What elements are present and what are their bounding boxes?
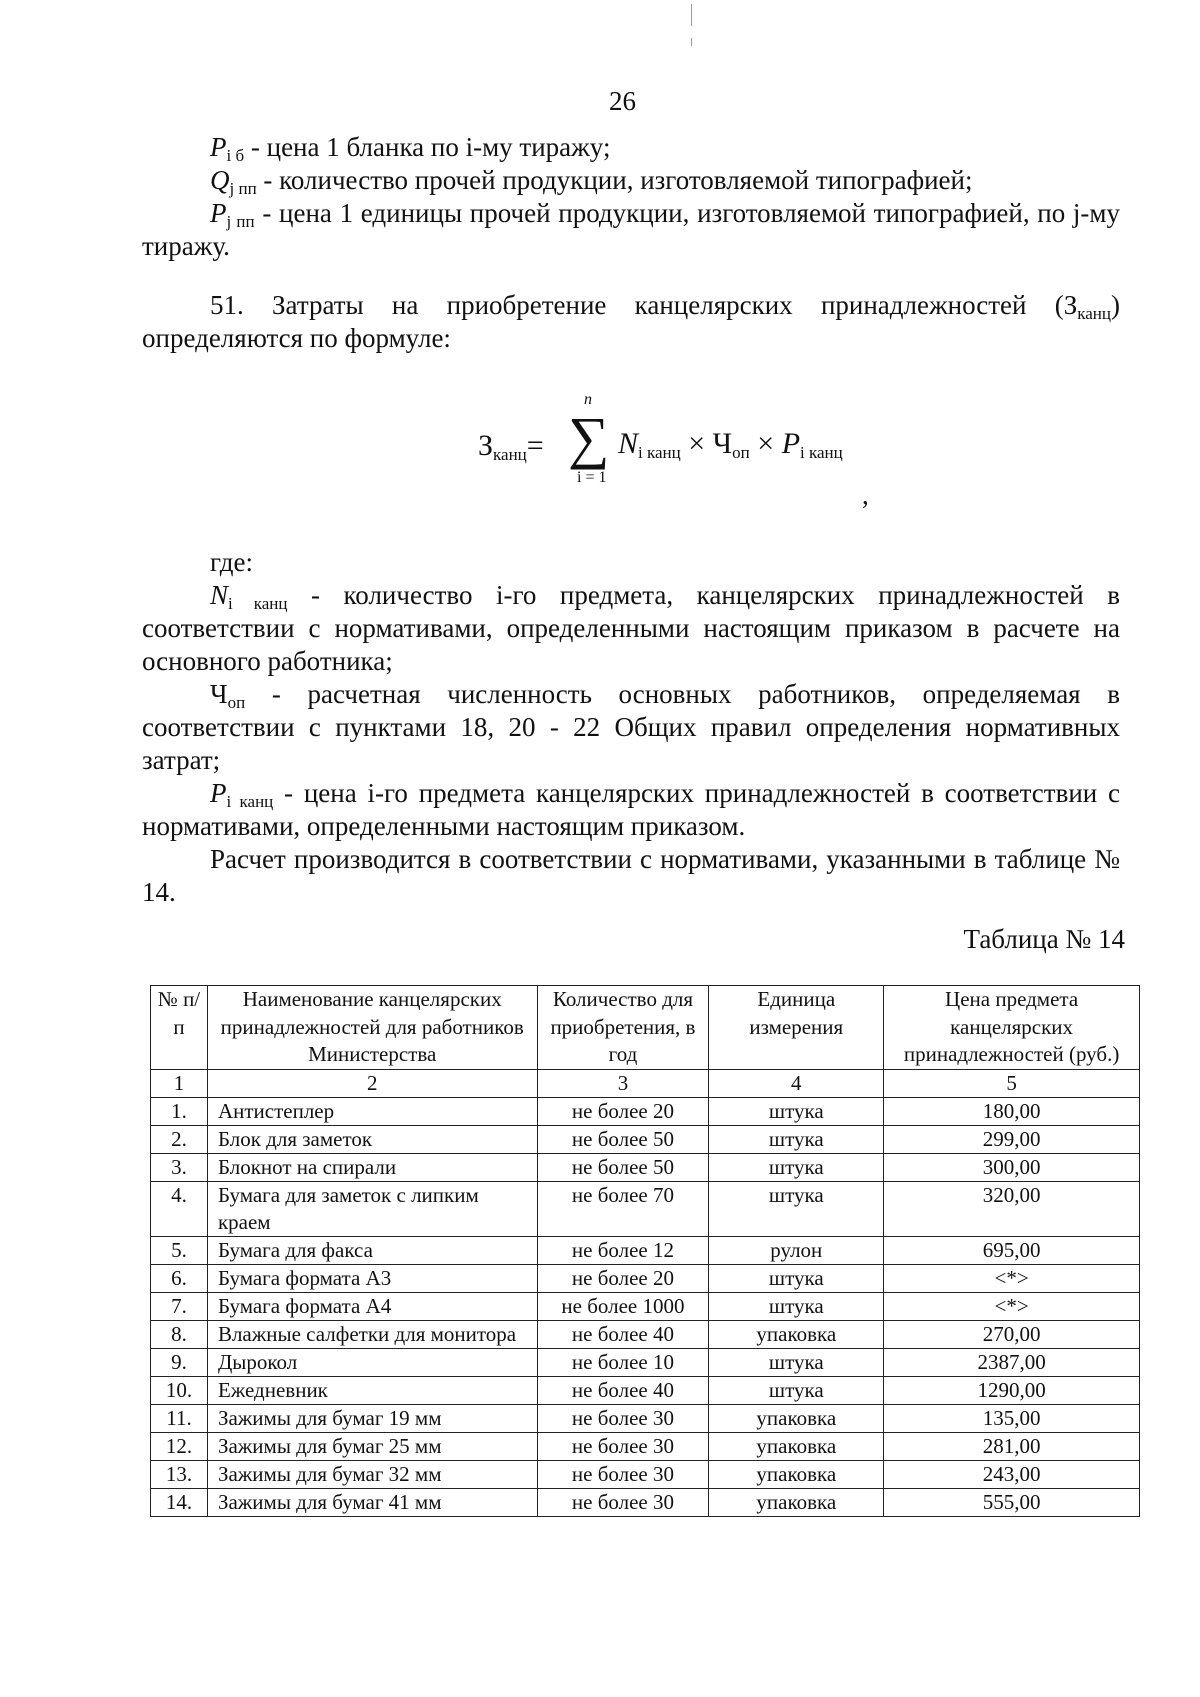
- table-row: [151, 1488, 1140, 1516]
- row-number: 2.: [151, 1125, 208, 1153]
- unit: упаковка: [709, 1432, 884, 1460]
- sum-upper-limit: n: [584, 391, 592, 408]
- def-ch-op: $Ч_{оп}$ - расчетная численность основных работников, определяемая в соответствии с пунктами 18, 20 - 22 Общих правил определения нормативных затрат;: [142, 679, 1120, 775]
- table-row: [151, 1181, 1140, 1236]
- item-name: Бумага для заметок с липким краем: [207, 1181, 537, 1236]
- price: <*>: [884, 1264, 1140, 1292]
- calc-note: Расчет производится в соответствии с нормативами, указанными в таблице № 14.: [142, 844, 1120, 907]
- quantity: не более 40: [537, 1376, 709, 1404]
- unit: штука: [709, 1264, 884, 1292]
- unit: штука: [709, 1097, 884, 1125]
- norms-table: [150, 985, 1140, 1517]
- quantity: не более 30: [537, 1432, 709, 1460]
- header-price: Цена предмета канцелярских принадлежностей (руб.): [884, 986, 1140, 1070]
- row-number: 8.: [151, 1320, 208, 1348]
- item-name: Бумага формата А3: [207, 1264, 537, 1292]
- price: 300,00: [884, 1153, 1140, 1181]
- formula-rhs: $N_{i канц} \times Ч_{оп} \times P_{i канц}$: [618, 427, 843, 462]
- table-row: [151, 1348, 1140, 1376]
- quantity: не более 40: [537, 1320, 709, 1348]
- unit: штука: [709, 1292, 884, 1320]
- row-number: 10.: [151, 1376, 208, 1404]
- price: 695,00: [884, 1236, 1140, 1264]
- scan-mark: [691, 38, 692, 46]
- intro-block: [142, 131, 1120, 355]
- unit: рулон: [709, 1236, 884, 1264]
- price: 270,00: [884, 1320, 1140, 1348]
- table-header-row: [151, 986, 1140, 1070]
- quantity: не более 50: [537, 1153, 709, 1181]
- row-number: 4.: [151, 1181, 208, 1236]
- header-number: № п/п: [151, 986, 208, 1070]
- item-name: Зажимы для бумаг 25 мм: [207, 1432, 537, 1460]
- unit: упаковка: [709, 1320, 884, 1348]
- header-name: Наименование канцелярских принадлежностей для работников Министерства: [207, 986, 537, 1070]
- table-row: [151, 1432, 1140, 1460]
- item-name: Дырокол: [207, 1348, 537, 1376]
- row-number: 12.: [151, 1432, 208, 1460]
- item-name: Бумага формата А4: [207, 1292, 537, 1320]
- sum-lower-limit: i = 1: [577, 469, 607, 486]
- row-number: 1.: [151, 1097, 208, 1125]
- price: 299,00: [884, 1125, 1140, 1153]
- row-number: 13.: [151, 1460, 208, 1488]
- def-pi-blank: $P_{i б}$ - цена 1 бланка по i-му тиражу;: [210, 132, 611, 165]
- table-row: [151, 1404, 1140, 1432]
- item-name: Антистеплер: [207, 1097, 537, 1125]
- table-row: [151, 1153, 1140, 1181]
- price: 243,00: [884, 1460, 1140, 1488]
- quantity: не более 10: [537, 1348, 709, 1376]
- formula-comma: ,: [862, 480, 869, 510]
- table-row: [151, 1376, 1140, 1404]
- item-name: Блокнот на спирали: [207, 1153, 537, 1181]
- quantity: не более 70: [537, 1181, 709, 1236]
- formula-lhs: $З_{канц}=$: [478, 429, 544, 464]
- quantity: не более 12: [537, 1236, 709, 1264]
- price: 180,00: [884, 1097, 1140, 1125]
- unit: штука: [709, 1125, 884, 1153]
- quantity: не более 30: [537, 1460, 709, 1488]
- def-pj-other: $P_{j пп}$ - цена 1 единицы прочей продукции, изготовляемой типографией, по j-му тиражу.: [142, 198, 1120, 261]
- row-number: 11.: [151, 1404, 208, 1432]
- unit: штука: [709, 1376, 884, 1404]
- row-number: 3.: [151, 1153, 208, 1181]
- header-unit: Единица измерения: [709, 986, 884, 1070]
- quantity: не более 30: [537, 1488, 709, 1516]
- item-name: Влажные салфетки для монитора: [207, 1320, 537, 1348]
- row-number: 6.: [151, 1264, 208, 1292]
- table-row: [151, 1236, 1140, 1264]
- item-name: Ежедневник: [207, 1376, 537, 1404]
- def-pi-kanc: $P_{i канц}$ - цена i-го предмета канцелярских принадлежностей в соответствии с нормативами, определенными настоящим приказом.: [142, 778, 1120, 841]
- quantity: не более 50: [537, 1125, 709, 1153]
- unit: упаковка: [709, 1488, 884, 1516]
- page-number: 26: [609, 86, 636, 116]
- unit: упаковка: [709, 1460, 884, 1488]
- table-row: [151, 1460, 1140, 1488]
- scan-mark: [691, 4, 692, 26]
- formula: [478, 391, 898, 490]
- unit: штука: [709, 1153, 884, 1181]
- row-number: 9.: [151, 1348, 208, 1376]
- unit: упаковка: [709, 1404, 884, 1432]
- item-name: Зажимы для бумаг 19 мм: [207, 1404, 537, 1432]
- table-row: [151, 1320, 1140, 1348]
- table-row: [151, 1264, 1140, 1292]
- quantity: не более 1000: [537, 1292, 709, 1320]
- column-index-row: 1 2 3 4 5: [151, 1069, 1140, 1097]
- row-number: 14.: [151, 1488, 208, 1516]
- def-qj-other: $Q_{j пп}$ - количество прочей продукции, изготовляемой типографией;: [210, 165, 973, 198]
- price: 1290,00: [884, 1376, 1140, 1404]
- table-row: [151, 1125, 1140, 1153]
- header-quantity: Количество для приобретения, в год: [537, 986, 709, 1070]
- price: 281,00: [884, 1432, 1140, 1460]
- price: 555,00: [884, 1488, 1140, 1516]
- item-name: Блок для заметок: [207, 1125, 537, 1153]
- item-name: Зажимы для бумаг 32 мм: [207, 1460, 537, 1488]
- table-row: [151, 1292, 1140, 1320]
- quantity: не более 20: [537, 1264, 709, 1292]
- price: 135,00: [884, 1404, 1140, 1432]
- sum-sigma-icon: ∑: [568, 405, 610, 470]
- price: <*>: [884, 1292, 1140, 1320]
- where-label: где:: [210, 547, 253, 577]
- where-block: [142, 546, 1120, 909]
- row-number: 5.: [151, 1236, 208, 1264]
- quantity: не более 30: [537, 1404, 709, 1432]
- table-caption: Таблица № 14: [963, 924, 1125, 954]
- item-name: Зажимы для бумаг 41 мм: [207, 1488, 537, 1516]
- price: 320,00: [884, 1181, 1140, 1236]
- section-51-text: 51. Затраты на приобретение канцелярских принадлежностей $(З_{канц})$ определяются по формуле:: [142, 290, 1120, 353]
- unit: штука: [709, 1348, 884, 1376]
- quantity: не более 20: [537, 1097, 709, 1125]
- row-number: 7.: [151, 1292, 208, 1320]
- price: 2387,00: [884, 1348, 1140, 1376]
- unit: штука: [709, 1181, 884, 1236]
- item-name: Бумага для факса: [207, 1236, 537, 1264]
- table-row: [151, 1097, 1140, 1125]
- def-ni-kanc: $N_{i канц}$ - количество i-го предмета, канцелярских принадлежностей в соответствии с нормативами, определенными настоящим приказом в расчете на основного работника;: [142, 580, 1120, 676]
